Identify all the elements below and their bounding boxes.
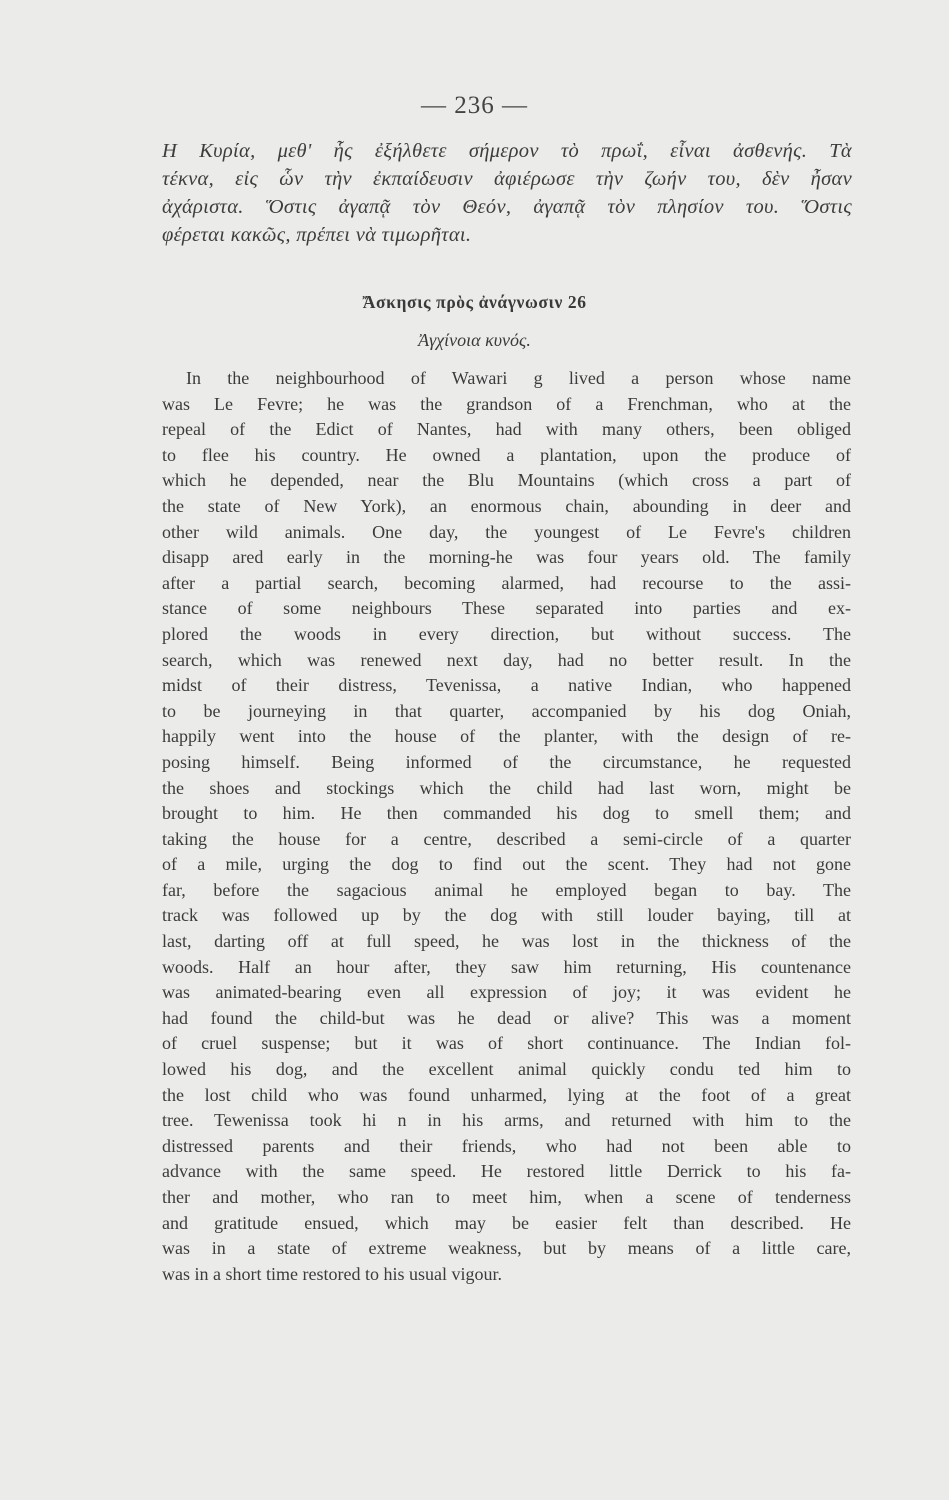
- exercise-heading: Ἄσκησις πρὸς ἀνάγνωσιν 26: [362, 292, 587, 312]
- text-line: advance with the same speed. He restored little Derrick to his fa-: [162, 1161, 851, 1182]
- greek-paragraph: [162, 137, 852, 249]
- text-line: to flee his country. He owned a plantation, upon the produce of: [162, 444, 851, 465]
- text-line: midst of their distress, Tevenissa, a native Indian, who happened: [162, 675, 851, 696]
- text-line: track was followed up by the dog with still louder baying, till at: [162, 905, 851, 926]
- text-line: had found the child-but was he dead or alive? This was a moment: [162, 1007, 851, 1028]
- text-line: and gratitude ensued, which may be easier felt than described. He: [162, 1212, 851, 1233]
- text-line: was in a state of extreme weakness, but by means of a little care,: [162, 1238, 851, 1259]
- text-line: repeal of the Edict of Nantes, had with many others, been obliged: [162, 419, 851, 440]
- text-line: tree. Tewenissa took hi n in his arms, and returned with him to the: [162, 1110, 851, 1131]
- text-line: disapp ared early in the morning-he was four years old. The family: [162, 547, 851, 568]
- text-line: other wild animals. One day, the youngest of Le Fevre's children: [162, 521, 851, 542]
- text-line: far, before the sagacious animal he employed began to bay. The: [162, 879, 851, 900]
- text-line: of a mile, urging the dog to find out the scent. They had not gone: [162, 854, 851, 875]
- text-line: the state of New York), an enormous chain, abounding in deer and: [162, 495, 851, 516]
- greek-line: φέρεται κακῶς, πρέπει νὰ τιμωρῆται.: [162, 224, 472, 246]
- text-line: lowed his dog, and the excellent animal quickly condu ted him to: [162, 1059, 851, 1080]
- text-line: was Le Fevre; he was the grandson of a Frenchman, who at the: [162, 393, 851, 414]
- text-line: after a partial search, becoming alarmed, had recourse to the assi-: [162, 572, 851, 593]
- english-paragraph: [162, 366, 851, 1287]
- text-line: of cruel suspense; but it was of short continuance. The Indian fol-: [162, 1033, 851, 1054]
- text-line: was animated-bearing even all expression of joy; it was evident he: [162, 982, 851, 1003]
- text-line: In the neighbourhood of Wawari g lived a person whose name: [186, 368, 851, 388]
- text-line: to be journeying in that quarter, accompanied by his dog Oniah,: [162, 700, 851, 721]
- text-line: was in a short time restored to his usual vigour.: [162, 1263, 502, 1284]
- text-line: the shoes and stockings which the child had last worn, might be: [162, 777, 851, 798]
- greek-line: τέκνα, εἰς ὧν τὴν ἐκπαίδευσιν ἀφιέρωσε τὴν ζωήν του, δὲν ἦσαν: [162, 168, 852, 190]
- text-line: posing himself. Being informed of the circumstance, he requested: [162, 751, 851, 772]
- text-line: woods. Half an hour after, they saw him returning, His countenance: [162, 956, 851, 977]
- text-line: happily went into the house of the planter, with the design of re-: [162, 726, 851, 747]
- text-line: distressed parents and their friends, who had not been able to: [162, 1135, 851, 1156]
- text-line: the lost child who was found unharmed, lying at the foot of a great: [162, 1084, 851, 1105]
- text-line: plored the woods in every direction, but without success. The: [162, 623, 851, 644]
- page-number: — 236 —: [421, 92, 528, 119]
- greek-line: ἀχάριστα. Ὅστις ἀγαπᾷ τὸν Θεόν, ἀγαπᾷ τὸν πλησίον του. Ὅστις: [162, 196, 852, 218]
- text-line: ther and mother, who ran to meet him, when a scene of tenderness: [162, 1187, 851, 1207]
- text-line: last, darting off at full speed, he was lost in the thickness of the: [162, 931, 851, 952]
- text-line: taking the house for a centre, described a semi-circle of a quarter: [162, 828, 851, 849]
- text-line: brought to him. He then commanded his dog to smell them; and: [162, 803, 851, 824]
- text-line: search, which was renewed next day, had no better result. In the: [162, 649, 851, 670]
- text-line: stance of some neighbours These separated into parties and ex-: [162, 598, 851, 619]
- exercise-title: Ἀγχίνοια κυνός.: [418, 330, 531, 350]
- greek-line: Η Κυρία, μεθ' ἧς ἐξήλθετε σήμερον τὸ πρωΐ, εἶναι ἀσθενής. Τὰ: [162, 140, 852, 162]
- text-line: which he depended, near the Blu Mountains (which cross a part of: [162, 470, 851, 491]
